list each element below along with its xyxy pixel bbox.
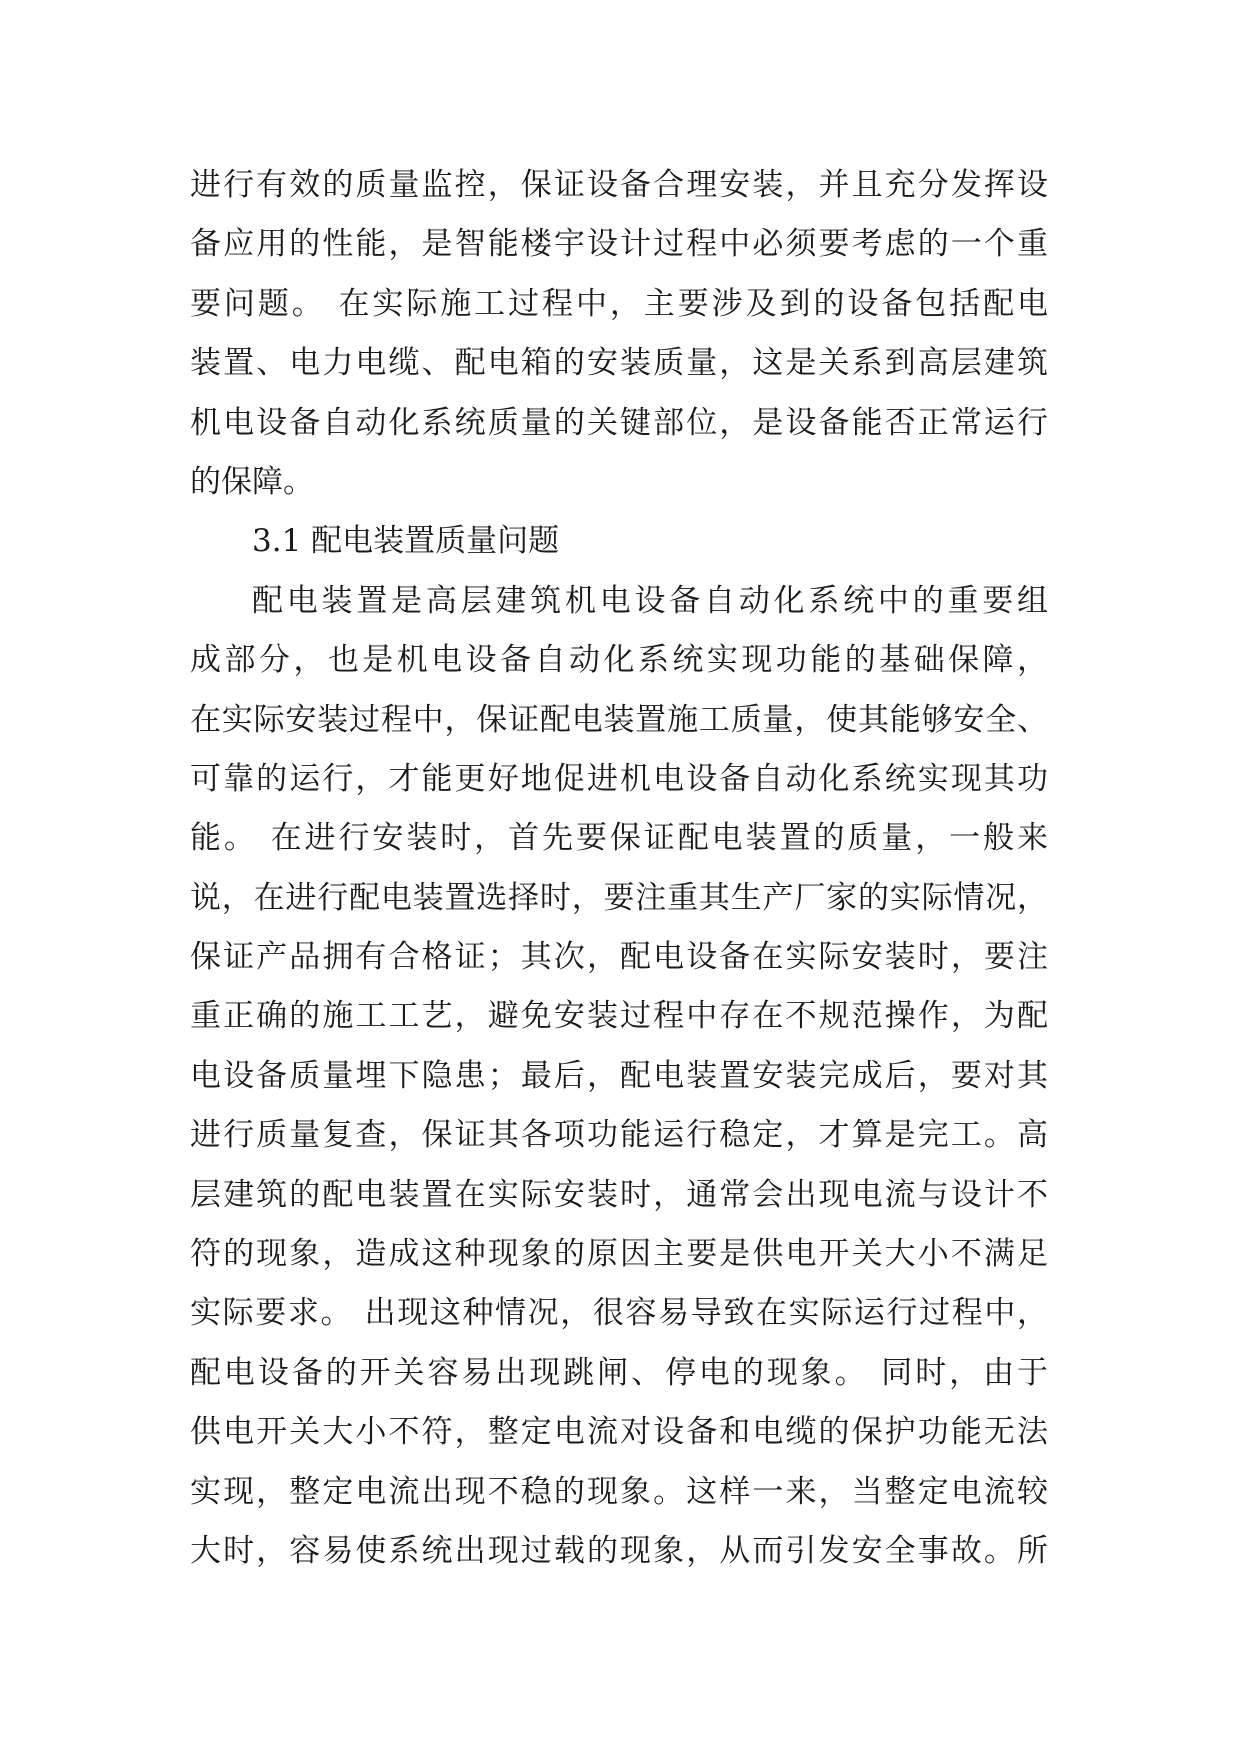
text-line: 的保障。 [190,463,314,500]
text-line: 保证产品拥有合格证；其次，配电设备在实际安装时，要注 [190,939,1048,976]
text-line: 供电开关大小不符，整定电流对设备和电缆的保护功能无法 [190,1414,1048,1451]
text-line: 能。 在进行安装时，首先要保证配电装置的质量，一般来 [190,820,1048,857]
text-line: 符的现象，造成这种现象的原因主要是供电开关大小不满足 [190,1236,1048,1273]
text-line: 在实际安装过程中，保证配电装置施工质量，使其能够安全、 [190,701,1048,738]
text-line: 装置、电力电缆、配电箱的安装质量，这是关系到高层建筑 [190,345,1048,382]
text-line: 大时，容易使系统出现过载的现象，从而引发安全事故。所 [190,1532,1048,1569]
text-line: 进行质量复查，保证其各项功能运行稳定，才算是完工。高 [190,1117,1048,1154]
text-line: 可靠的运行，才能更好地促进机电设备自动化系统实现其功 [190,760,1048,797]
text-line: 备应用的性能，是智能楼宇设计过程中必须要考虑的一个重 [190,226,1048,263]
text-line: 成部分，也是机电设备自动化系统实现功能的基础保障， [190,642,1048,679]
text-line: 电设备质量埋下隐患；最后，配电装置安装完成后，要对其 [190,1057,1048,1094]
text-line: 说，在进行配电装置选择时，要注重其生产厂家的实际情况， [190,879,1048,916]
text-line: 实际要求。 出现这种情况，很容易导致在实际运行过程中， [190,1295,1048,1332]
text-line: 进行有效的质量监控，保证设备合理安装，并且充分发挥设 [190,167,1048,203]
text-line: 实现，整定电流出现不稳的现象。这样一来，当整定电流较 [190,1473,1048,1510]
text-line: 配电装置是高层建筑机电设备自动化系统中的重要组 [252,582,1048,619]
text-line: 机电设备自动化系统质量的关键部位，是设备能否正常运行 [190,404,1048,441]
text-line: 要问题。 在实际施工过程中，主要涉及到的设备包括配电 [190,285,1048,322]
body-text [190,156,1048,1581]
section-heading: 3.1 配电装置质量问题 [252,523,560,560]
text-line: 重正确的施工工艺，避免安装过程中存在不规范操作，为配 [190,998,1048,1035]
text-line: 配电设备的开关容易出现跳闸、停电的现象。 同时，由于 [190,1354,1048,1391]
text-line: 层建筑的配电装置在实际安装时，通常会出现电流与设计不 [190,1176,1048,1213]
